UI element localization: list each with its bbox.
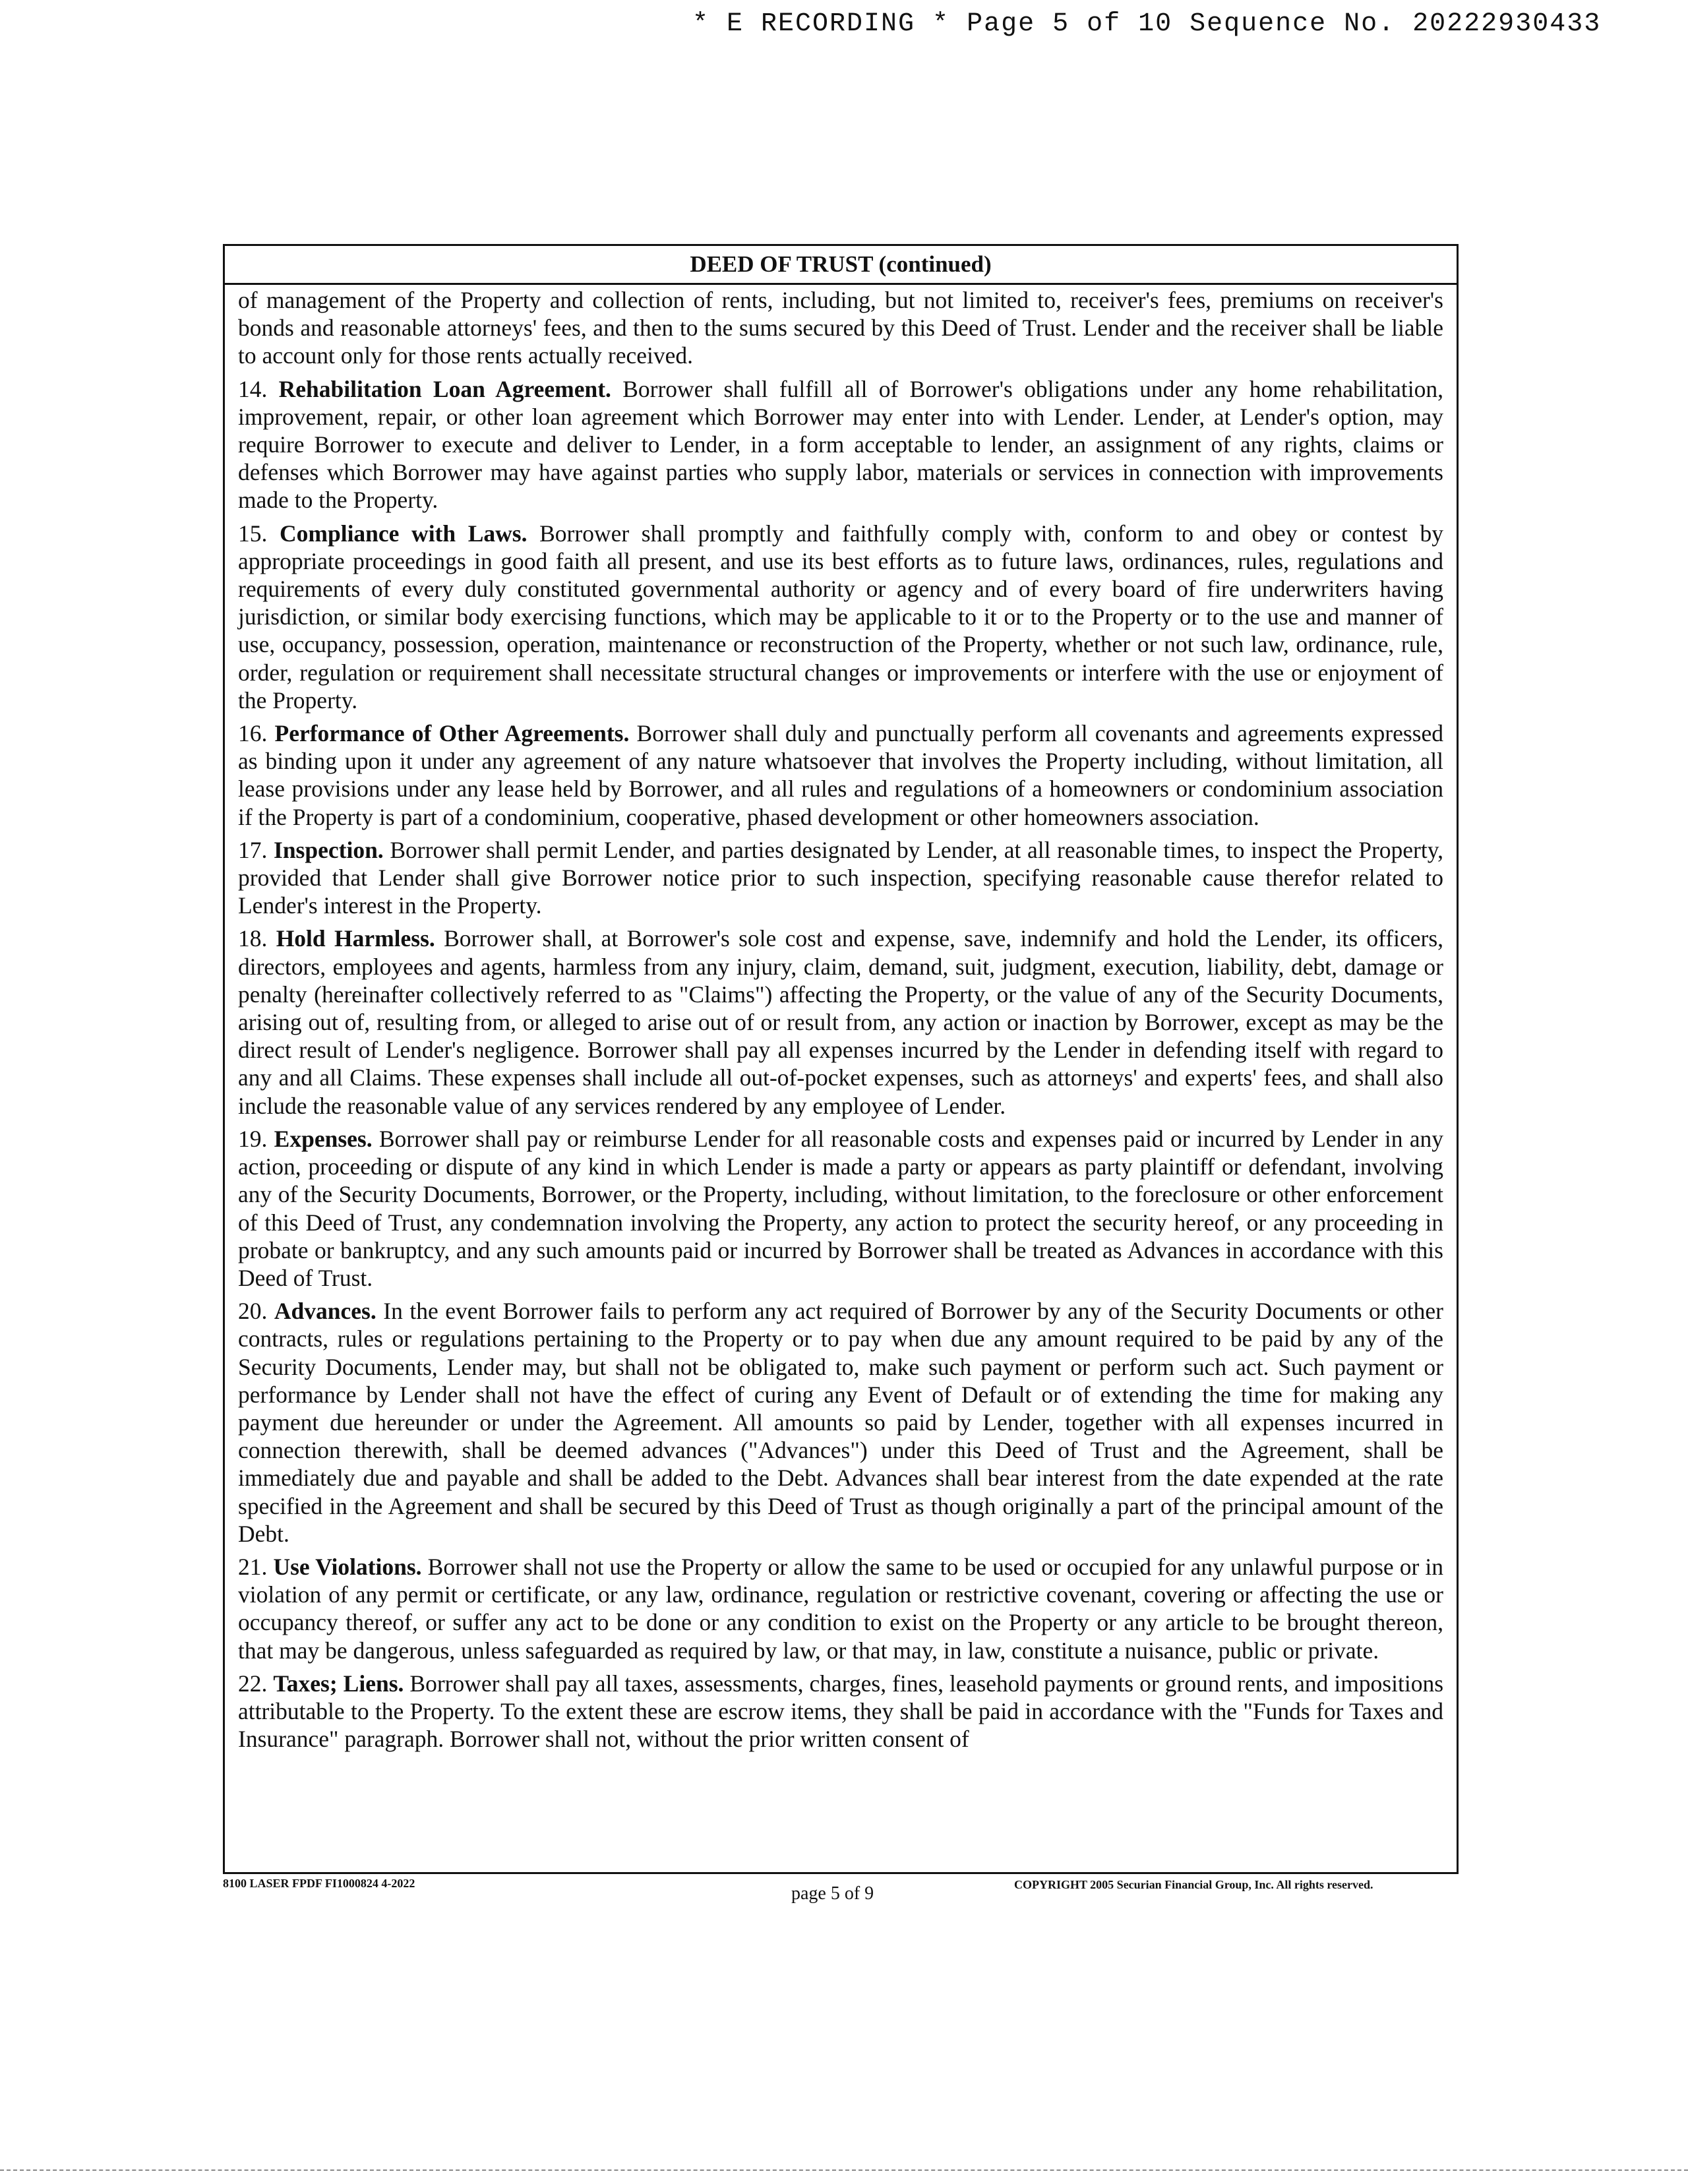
section-heading: Use Violations. [273, 1553, 422, 1580]
section-number: 22. [238, 1670, 268, 1697]
section-text: Borrower shall duly and punctually perform all covenants and agreements expressed as binding upon it under any agreement of any nature whatsoever that involves the Property including, without limitation, all lease provisions under any lease held by Borrower, and all rules and regulations of a homeowners or condominium association if the Property is part of a condominium, cooperative, phased development or other homeowners association. [238, 720, 1443, 830]
section-number: 15. [238, 520, 268, 547]
document-body [225, 285, 1457, 1753]
section-15 [238, 520, 1443, 714]
section-number: 17. [238, 836, 268, 863]
section-number: 16. [238, 720, 268, 747]
section-heading: Performance of Other Agreements. [274, 720, 630, 747]
footer-copyright: COPYRIGHT 2005 Securian Financial Group, Inc. All rights reserved. [1014, 1878, 1373, 1891]
section-text: Borrower shall fulfill all of Borrower's obligations under any home rehabilitation, improvement, repair, or other loan agreement which Borrower may enter into with Lender. Lender, at Lender's option, may require Borrower to execute and deliver to Lender, in a form acceptable to lender, an assignment of any rights, claims or defenses which Borrower may have against parties who supply labor, materials or services in connection with improvements made to the Property. [238, 375, 1444, 514]
section-number: 18. [238, 925, 268, 952]
section-text: Borrower shall promptly and faithfully comply with, conform to and obey or contest by appropriate proceedings in good faith all present, and use its best efforts as to future laws, ordinances, rules, regulations and requirements of every duly constituted governmental authority or agency and of every board of fire underwriters having jurisdiction, or similar body exercising functions, which may be applicable to it or to the Property or to the use and manner of use, occupancy, possession, operation, maintenance or reconstruction of the Property, whether or not such law, ordinance, rule, order, regulation or requirement shall necessitate structural changes or improvements or interfere with the use or enjoyment of the Property. [238, 520, 1444, 713]
section-number: 21. [238, 1553, 268, 1580]
document-title: DEED OF TRUST (continued) [225, 246, 1457, 285]
section-heading: Inspection. [274, 836, 384, 863]
section-text: In the event Borrower fails to perform any act required of Borrower by any of the Security Documents or other contracts, rules or regulations pertaining to the Property or to pay when due any amount required to be paid by any of the Security Documents, Lender may, but shall not be obligated to, make such payment or perform such act. Such payment or performance by Lender shall not have the effect of curing any Event of Default or of extending the time for making any payment due hereunder or under the Agreement. All amounts so paid by Lender, together with all expenses incurred in connection therewith, shall be deemed advances ("Advances") under this Deed of Trust and the Agreement, shall be immediately due and payable and shall be added to the Debt. Advances shall bear interest from the date expended at the rate specified in the Agreement and shall be secured by this Deed of Trust as though originally a part of the principal amount of the Debt. [238, 1298, 1443, 1547]
section-text: Borrower shall not use the Property or allow the same to be used or occupied for any unlawful purpose or in violation of any permit or certificate, or any law, ordinance, regulation or restrictive covenant, covering or affecting the use or occupancy thereof, or suffer any act to be done or any condition to exist on the Property or any article to be brought thereon, that may be dangerous, unless safeguarded as required by law, or that may, in law, constitute a nuisance, public or private. [238, 1553, 1444, 1664]
section-number: 14. [238, 375, 268, 402]
section-17 [238, 836, 1443, 920]
section-number: 19. [238, 1125, 268, 1152]
section-18 [238, 925, 1443, 1119]
section-heading: Expenses. [274, 1125, 373, 1152]
section-21 [238, 1553, 1443, 1664]
section-text: Borrower shall permit Lender, and parties designated by Lender, at all reasonable times, to inspect the Property, provided that Lender shall give Borrower notice prior to such inspection, specifying reasonable cause therefor related to Lender's interest in the Property. [238, 836, 1444, 919]
section-text: Borrower shall pay all taxes, assessments, charges, fines, leasehold payments or ground rents, and impositions attributable to the Property. To the extent these are escrow items, they shall be paid in accordance with the "Funds for Taxes and Insurance" paragraph. Borrower shall not, without the prior written consent of [238, 1670, 1444, 1753]
section-text: Borrower shall pay or reimburse Lender for all reasonable costs and expenses paid or incurred by Lender in any action, proceeding or dispute of any kind in which Lender is made a party or appears as party plaintiff or defendant, involving any of the Security Documents, Borrower, or the Property, including, without limitation, to the foreclosure or other enforcement of this Deed of Trust, any condemnation involving the Property, any action to protect the security hereof, or any proceeding in probate or bankruptcy, and any such amounts paid or incurred by Borrower shall be treated as Advances in accordance with this Deed of Trust. [238, 1125, 1444, 1291]
section-heading: Advances. [274, 1298, 377, 1325]
section-22 [238, 1670, 1443, 1753]
document-frame [223, 244, 1459, 1874]
section-text: Borrower shall, at Borrower's sole cost and expense, save, indemnify and hold the Lender, its officers, directors, employees and agents, harmless from any injury, claim, demand, suit, judgment, execution, liability, debt, damage or penalty (hereinafter collectively referred to as "Claims") affecting the Property, or the value of any of the Security Documents, arising out of, resulting from, or alleged to arise out of or result from, any action or inaction by Borrower, except as may be the direct result of Lender's negligence. Borrower shall pay all expenses incurred by the Lender in defending itself with regard to any and all Claims. These expenses shall include all out-of-pocket expenses, such as attorneys' and experts' fees, and shall also include the reasonable value of any services rendered by any employee of Lender. [238, 925, 1444, 1119]
section-19 [238, 1125, 1443, 1292]
section-heading: Compliance with Laws. [280, 520, 528, 547]
footer-page-number: page 5 of 9 [791, 1883, 874, 1904]
section-20 [238, 1297, 1443, 1548]
bottom-divider [0, 2169, 1688, 2171]
section-heading: Taxes; Liens. [273, 1670, 404, 1697]
section-14 [238, 375, 1443, 514]
continuation-paragraph: of management of the Property and collection of rents, including, but not limited to, receiver's fees, premiums on receiver's bonds and reasonable attorneys' fees, and then to the sums secured by this Deed of Trust. Lender and the receiver shall be liable to account only for those rents actually received. [238, 287, 1443, 369]
section-heading: Hold Harmless. [276, 925, 435, 952]
section-16 [238, 719, 1443, 831]
recording-header: * E RECORDING * Page 5 of 10 Sequence No. 20222930433 [692, 9, 1602, 39]
section-number: 20. [238, 1298, 268, 1325]
footer-form-id: 8100 LASER FPDF FI1000824 4-2022 [223, 1877, 415, 1890]
section-heading: Rehabilitation Loan Agreement. [278, 375, 611, 402]
